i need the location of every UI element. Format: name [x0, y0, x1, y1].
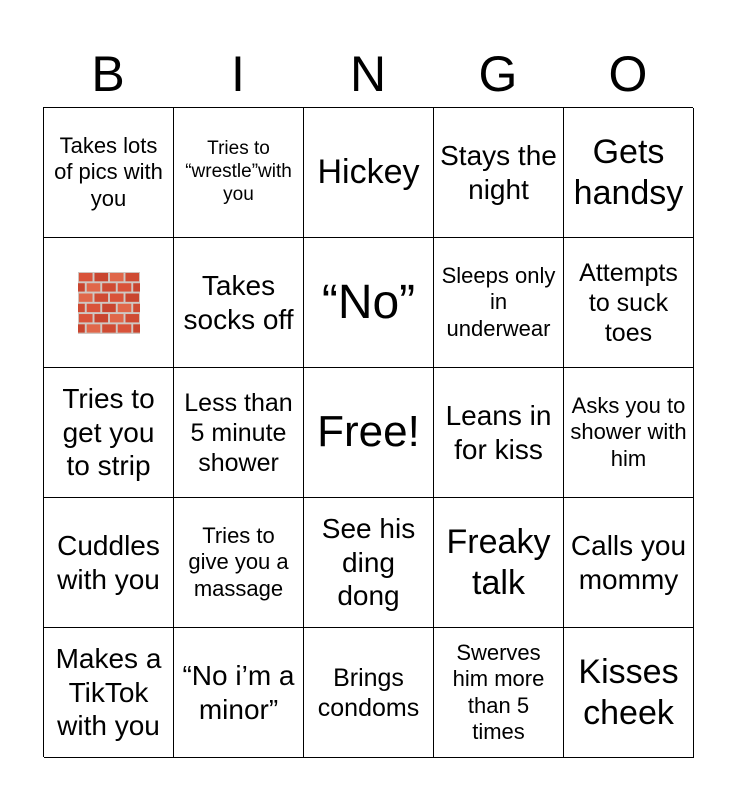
bingo-cell-label: Less than 5 minute shower	[184, 388, 293, 477]
header-letter-n: N	[349, 46, 387, 102]
bingo-cell-r2c3[interactable]	[304, 238, 434, 368]
bingo-cell-r2c5[interactable]	[564, 238, 694, 368]
bingo-cell-r5c4[interactable]	[434, 628, 564, 758]
bingo-cell-r4c5[interactable]	[564, 498, 694, 628]
bingo-cell-label: Kisses cheek	[578, 652, 679, 732]
bingo-cell-r5c3[interactable]	[304, 628, 434, 758]
bingo-cell-label: Leans in for kiss	[445, 399, 552, 465]
bingo-cell-label: Gets handsy	[573, 132, 684, 212]
bingo-cell-label: Calls you mommy	[570, 529, 687, 595]
header-letter-b: B	[91, 46, 125, 102]
bingo-cell-label: “No”	[321, 275, 416, 329]
bingo-cell-r4c1[interactable]	[44, 498, 174, 628]
header-letter-i: I	[231, 46, 245, 102]
bingo-cell-r2c4[interactable]	[434, 238, 564, 368]
bingo-cell-r4c4[interactable]	[434, 498, 564, 628]
bingo-cell-r5c1[interactable]	[44, 628, 174, 758]
bingo-cell-r3c5[interactable]	[564, 368, 694, 498]
bingo-cell-r1c2[interactable]	[174, 108, 304, 238]
bingo-cell-label: Brings condoms	[317, 663, 420, 722]
bingo-cell-r3c4[interactable]	[434, 368, 564, 498]
bingo-cell-label: Tries to get you to strip	[62, 383, 155, 482]
bingo-cell-label: Attempts to suck toes	[579, 258, 678, 347]
bingo-cell-r5c5[interactable]	[564, 628, 694, 758]
header-letter-g: G	[478, 46, 518, 102]
bingo-cell-label: Tries to “wrestle”with you	[185, 138, 292, 205]
bingo-header	[43, 40, 693, 108]
bingo-cell-label: Cuddles with you	[57, 529, 160, 595]
bingo-cell-r2c2[interactable]	[174, 238, 304, 368]
bingo-cell-r1c4[interactable]	[434, 108, 564, 238]
bingo-cell-label: Takes socks off	[183, 269, 294, 335]
bingo-cell-r4c2[interactable]	[174, 498, 304, 628]
bingo-cell-r4c3[interactable]	[304, 498, 434, 628]
bingo-cell-r1c5[interactable]	[564, 108, 694, 238]
bingo-cell-r2c1[interactable]	[44, 238, 174, 368]
bingo-cell-label: Stays the night	[440, 139, 557, 205]
bingo-cell-label: Freaky talk	[446, 522, 551, 602]
bingo-cell-label: Makes a TikTok with you	[55, 643, 162, 742]
bingo-cell-r3c1[interactable]	[44, 368, 174, 498]
bingo-cell-r1c3[interactable]	[304, 108, 434, 238]
header-letter-o: O	[608, 46, 648, 102]
bingo-cell-label: Takes lots of pics with you	[54, 132, 163, 211]
bingo-cell-label: Hickey	[317, 153, 420, 192]
bingo-cell-label: Sleeps only in underwear	[441, 262, 556, 341]
bingo-cell-r3c3[interactable]	[304, 368, 434, 498]
bingo-cell-r5c2[interactable]	[174, 628, 304, 758]
bingo-cell-label: “No i’m a minor”	[182, 659, 295, 725]
bingo-cell-label: See his ding dong	[321, 513, 416, 612]
bingo-board	[43, 107, 693, 757]
bingo-cell-r3c2[interactable]	[174, 368, 304, 498]
bingo-cell-r1c1[interactable]	[44, 108, 174, 238]
brick-wall-icon	[78, 272, 140, 334]
bingo-cell-label: Swerves him more than 5 times	[452, 639, 545, 744]
bingo-cell-label: Asks you to shower with him	[570, 392, 687, 471]
bingo-cell-label: Tries to give you a massage	[188, 522, 289, 601]
bingo-cell-label: Free!	[317, 407, 420, 457]
